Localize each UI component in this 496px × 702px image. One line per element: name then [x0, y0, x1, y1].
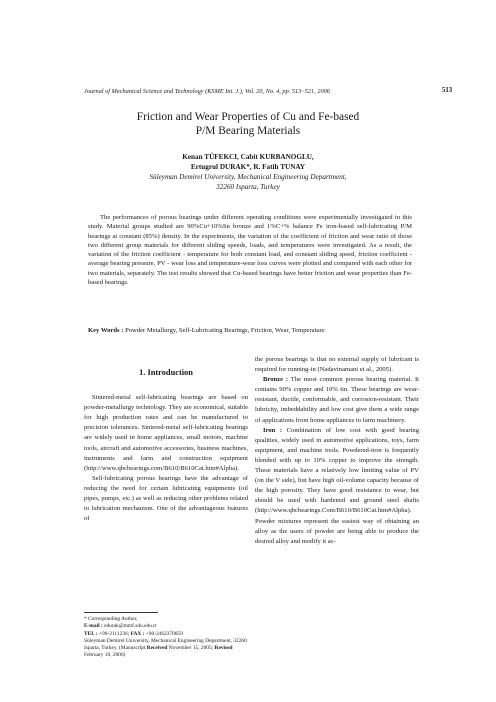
- corresponding-author-footnote: [84, 616, 248, 660]
- journal-running-head: Journal of Mechanical Science and Technology (KSME Int. J.), Vol. 20, No. 4, pp. 513~521, 2006: [84, 88, 330, 95]
- affiliation-line-2: 32260 Isparta, Turkey: [216, 183, 280, 191]
- iron-text: Combination of low cost with good bearing qualities, widely used in automotive applications, toys, farm equipment, and machine tools. Powdered-iron is frequently blended with up to 10% copper to improve the strength. These materials have a relatively low limiting value of PV (on the V side), but have high oil-volume capacity because of the high porosity. They have good resistance to wear, but should be used with hardened and ground steel shafts (http://www.qbcbearings.Com/B610/B610Cat.htm#Alpha). Powder mixtures represent the easiest way of obtaining an alloy as the users of powder are being able to produce the desired alloy and modify it ac-: [255, 426, 419, 545]
- abstract: The performances of porous bearings under different operating conditions were experimentally investigated in this study. Material groups studied are 90%Cu+10%Sn bronze and 1%C+% balance Fe iron-based self-lubricating P/M bearings at constant (85%) density. In the experiments, the variation of the coefficient of friction and wear ratio of those two different group materials for different sliding speeds, loads, and temperatures were investigated. As a result, the variation of the friction coefficient - temperature for both constant load, and constant sliding speed, friction coefficient - average bearing pressure, PV - wear loss and temperature-wear loss curves were plotted and compared with each other for two materials, separately. The test results showed that Cu-based bearings have better friction and wear properties than Fe-based bearings.: [88, 214, 412, 287]
- email-line: [84, 623, 248, 630]
- right-column: [255, 355, 419, 547]
- revised-label: Revised: [214, 645, 233, 652]
- footnote-divider: [84, 612, 158, 613]
- title-line-1: Friction and Wear Properties of Cu and Fe-based: [136, 111, 360, 123]
- keywords-label: Key Words :: [88, 327, 124, 334]
- author-line-2: Ertugrul DURAK*, R. Fatih TUNAY: [190, 163, 306, 171]
- keywords: [88, 326, 412, 335]
- left-column: [84, 355, 248, 524]
- tel-value: +90-2111236;: [99, 630, 130, 637]
- email-value: edurak@mmf.sdu.edu.tr: [104, 623, 157, 630]
- phone-fax-line: [84, 631, 248, 638]
- section-heading-introduction: 1. Introduction: [139, 368, 193, 377]
- bronze-text: The most common porous bearing material. It contains 90% copper and 10% tin. These bearings are wear-resistant, ductile, conformable, and corrosion-resistant. Their lubricity, imbeddability and low cost give them a wide range of applications from home appliances to farm machinery.: [255, 376, 419, 424]
- email-label: E-mail :: [84, 623, 103, 630]
- received-label: Received: [146, 645, 168, 652]
- paper-title: [80, 110, 416, 139]
- keywords-text: Powder Metallurgy, Self-Lubricating Bearings, Friction, Wear, Temperature: [125, 327, 325, 334]
- iron-paragraph: [255, 426, 419, 547]
- page-number: 513: [442, 87, 453, 94]
- intro-paragraph-1: Sintered-metal self-lubricating bearings are based on powder-metallurgy technology. They are economical, suitable for high production rates and can be manufactured to precision tolerances. Sintered-metal self-lubricating bearings are widely used in home appliances, small motors, machine tools, aircraft and automotive accessories, business machines, instruments and farm and construction equipment (http://www.qbcbearings.com/B610/B610Cat.htm#Alpha).: [84, 394, 248, 472]
- fax-value: +90-2462370859: [145, 630, 183, 637]
- tel-label: TEL :: [84, 630, 98, 637]
- bronze-label: Bronze :: [263, 376, 289, 384]
- bronze-paragraph: [255, 375, 419, 425]
- corresponding-author-label: * Corresponding Author,: [84, 616, 138, 622]
- revised-date: February 10, 2006): [84, 652, 126, 659]
- author-line-1: Kenan TÜFEKCI, Cabit KURBANOGLU,: [182, 153, 314, 161]
- right-paragraph-1: the porous bearings is that no external supply of lubricant is required for running-in (Nadavinamani et al., 2005).: [255, 356, 419, 374]
- footnote-affiliation: [84, 638, 248, 660]
- fax-label: FAX :: [130, 630, 145, 637]
- footnote-affiliation-text: Süleyman Demirel University, Mechanical Engineering Department, 32260 Isparta, Turkey. (Manuscript: [84, 637, 247, 652]
- received-date: November 15, 2005;: [168, 645, 214, 652]
- affiliation-line-1: Süleyman Demirel University, Mechanical Engineering Department,: [149, 173, 347, 181]
- intro-paragraph-2: Self-lubricating porous bearings have the advantage of reducing the need for certain lubricating equipments (oil pipes, pumps, etc.) as well as reducing other problems related to lubrication mechanism. One of the advantageous features of: [84, 474, 248, 523]
- title-line-2: P/M Bearing Materials: [195, 125, 301, 138]
- iron-label: Iron :: [263, 426, 283, 434]
